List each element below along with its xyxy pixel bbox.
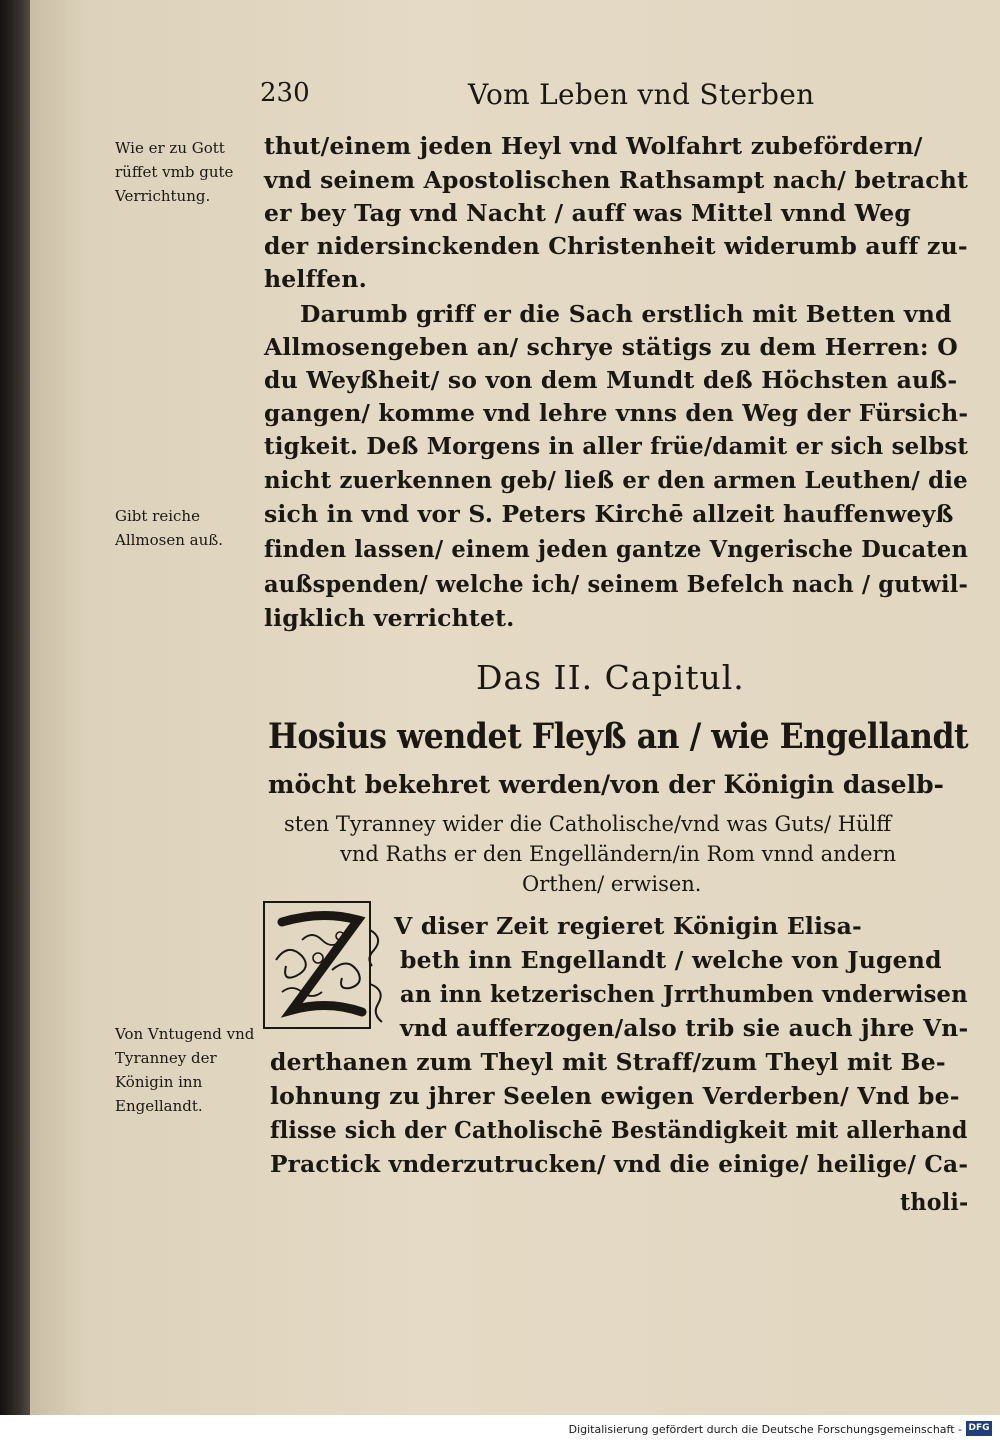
chapter-heading-line: Orthen/ erwisen. [522, 872, 702, 896]
body-line: derthanen zum Theyl mit Straff/zum Theyl mit Be- [270, 1048, 946, 1076]
running-title: Vom Leben vnd Sterben [468, 78, 815, 111]
body-line: außspenden/ welche ich/ seinem Befelch nach / gutwil- [264, 570, 968, 598]
footer-credit: Digitalisierung gefördert durch die Deutsche Forschungsgemeinschaft - [568, 1423, 962, 1436]
body-line: du Weyßheit/ so von dem Mundt deß Höchsten auß- [264, 366, 958, 394]
body-line: vnd aufferzogen/also trib sie auch jhre Vn- [400, 1014, 969, 1042]
body-line: flisse sich der Catholischē Beständigkeit mit allerhand [270, 1116, 968, 1144]
chapter-heading-line: sten Tyranney wider die Catholische/vnd was Guts/ Hülff [284, 812, 892, 836]
body-line: lohnung zu jhrer Seelen ewigen Verderben/ Vnd be- [270, 1082, 960, 1110]
body-line: vnd seinem Apostolischen Rathsampt nach/ betracht [264, 166, 969, 194]
body-line: tigkeit. Deß Morgens in aller früe/damit er sich selbst [264, 432, 969, 460]
decorated-initial-z-icon [262, 900, 392, 1035]
page-number: 230 [260, 78, 310, 108]
body-line: an inn ketzerischen Jrrthumben vnderwisen [400, 980, 968, 1008]
chapter-label: Das II. Capitul. [476, 658, 745, 697]
margin-note-queen: Von Vntugend vnd Tyranney der Königin inn Engellandt. [115, 1025, 255, 1115]
chapter-heading-line: möcht bekehret werden/von der Königin daselb- [268, 770, 944, 799]
footer-bar [0, 1415, 1000, 1443]
chapter-heading-line: Hosius wendet Fleyß an / wie Engellandt [268, 716, 969, 757]
body-line: thut/einem jeden Heyl vnd Wolfahrt zubefördern/ [264, 132, 923, 160]
body-line: Allmosengeben an/ schrye stätigs zu dem Herren: O [264, 333, 958, 361]
margin-note-prayer: Wie er zu Gott rüffet vmb gute Verrichtung. [115, 139, 234, 205]
body-line: er bey Tag vnd Nacht / auff was Mittel vnnd Weg [264, 199, 912, 227]
body-line: helffen. [264, 265, 368, 293]
body-line: ligklich verrichtet. [264, 604, 515, 632]
margin-note-alms: Gibt reiche Allmosen auß. [115, 507, 224, 549]
catchword: tholi- [900, 1188, 969, 1216]
body-line: der nidersinckenden Christenheit widerumb auff zu- [264, 232, 968, 260]
body-line: Practick vnderzutrucken/ vnd die einige/ heilige/ Ca- [270, 1150, 969, 1178]
body-line: V diser Zeit regieret Königin Elisa- [394, 912, 862, 940]
body-line: Darumb griff er die Sach erstlich mit Betten vnd [300, 300, 952, 328]
body-line: beth inn Engellandt / welche von Jugend [400, 946, 942, 974]
body-line: sich in vnd vor S. Peters Kirchē allzeit hauffenweyß [264, 500, 954, 528]
dfg-logo-icon: DFG [966, 1421, 992, 1436]
body-line: finden lassen/ einem jeden gantze Vngerische Ducaten [264, 535, 969, 563]
body-line: gangen/ komme vnd lehre vnns den Weg der Fürsich- [264, 399, 969, 427]
body-line: nicht zuerkennen geb/ ließ er den armen Leuthen/ die [264, 466, 968, 494]
chapter-heading-line: vnd Raths er den Engelländern/in Rom vnnd andern [340, 842, 897, 866]
